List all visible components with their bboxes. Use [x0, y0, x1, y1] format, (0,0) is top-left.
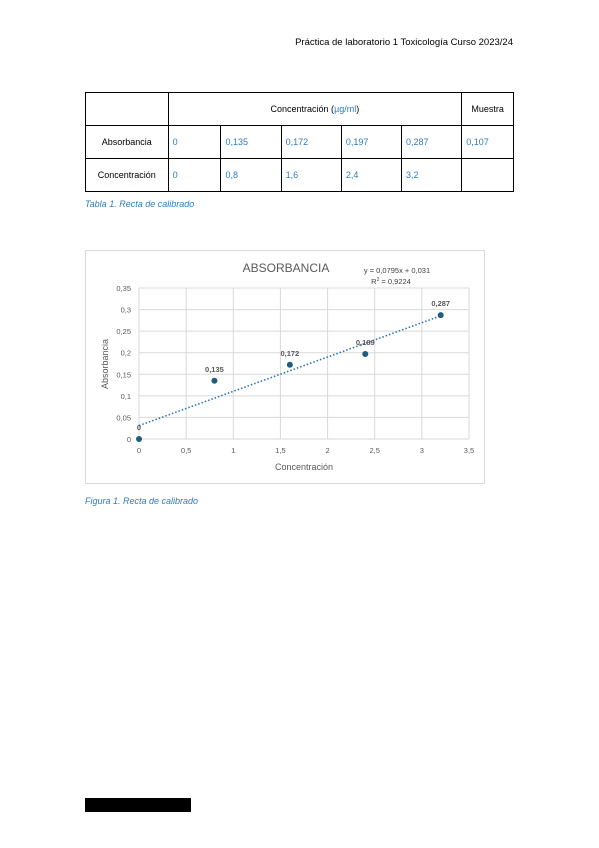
redaction-bar [85, 798, 191, 812]
x-tick-label: 2 [325, 446, 330, 455]
y-tick-label: 0,05 [116, 413, 131, 423]
chart-title: ABSORBANCIA [242, 261, 330, 275]
figure-caption: Figura 1. Recta de calibrado [85, 496, 199, 506]
muestra-value: 0,107 [462, 126, 514, 159]
calibration-table [85, 92, 514, 192]
data-label: 0,135 [205, 364, 224, 374]
data-point [136, 436, 142, 442]
y-tick-label: 0,15 [116, 370, 131, 380]
table-cell: 0,8 [221, 159, 281, 192]
y-axis-label: Absorbancia [100, 338, 110, 390]
table-cell: 0,287 [402, 126, 462, 159]
point-layer [136, 299, 450, 442]
page-header: Práctica de laboratorio 1 Toxicología Curso 2023/24 [295, 37, 513, 48]
x-tick-label: 1 [231, 446, 236, 455]
x-axis-label: Concentración [274, 462, 334, 472]
x-tick-label: 1,5 [275, 446, 286, 455]
data-point [211, 378, 217, 384]
x-tick-label: 3,5 [463, 446, 475, 455]
y-tick-label: 0,2 [120, 348, 131, 358]
muestra-header: Muestra [462, 93, 514, 126]
table-cell: 0,197 [341, 126, 401, 159]
data-label: 0,189 [355, 338, 375, 348]
muestra-empty-cell [462, 159, 514, 192]
unit-label: µg/ml [334, 104, 357, 114]
data-label: 0,287 [431, 299, 451, 309]
table-cell: 1,6 [281, 159, 341, 192]
y-tick-label: 0 [126, 435, 131, 444]
y-tick-label: 0,25 [116, 327, 131, 337]
table-corner-cell [86, 93, 169, 126]
trendline [139, 316, 441, 426]
y-tick-label: 0,35 [116, 284, 131, 293]
y-tick-label: 0,1 [120, 391, 131, 401]
x-tick-label: 0,5 [180, 446, 192, 455]
trend-layer [139, 316, 441, 426]
x-tick-label: 2,5 [369, 446, 380, 455]
table-caption: Tabla 1. Recta de calibrado [85, 199, 195, 209]
table-row [86, 159, 514, 192]
table-cell: 0 [168, 126, 221, 159]
grid-layer [136, 288, 469, 439]
table-cell: 2,4 [341, 159, 401, 192]
row-label-absorbancia: Absorbancia [86, 126, 169, 159]
x-tick-label: 3 [419, 446, 424, 455]
r-squared: $R^2 = 0,9224$ [371, 277, 411, 286]
chart-svg [86, 251, 484, 483]
data-label: 0,172 [280, 348, 300, 358]
table-row [86, 126, 514, 159]
table-cell: 0,135 [221, 126, 281, 159]
data-point [438, 312, 444, 318]
concentration-header: Concentración (µg/ml) [168, 93, 462, 126]
x-tick-label: 0 [136, 446, 142, 455]
trend-equation: y = 0,0795x + 0,031 [363, 266, 431, 275]
data-label: 0 [136, 423, 142, 432]
table-cell: 3,2 [402, 159, 462, 192]
calibration-chart [85, 250, 485, 484]
data-point [362, 351, 368, 357]
table-header-row [86, 93, 514, 126]
y-tick-label: 0,3 [120, 305, 131, 315]
row-label-concentracion: Concentración [86, 159, 169, 192]
table-cell: 0 [168, 159, 221, 192]
table-cell: 0,172 [281, 126, 341, 159]
data-point [287, 362, 293, 368]
